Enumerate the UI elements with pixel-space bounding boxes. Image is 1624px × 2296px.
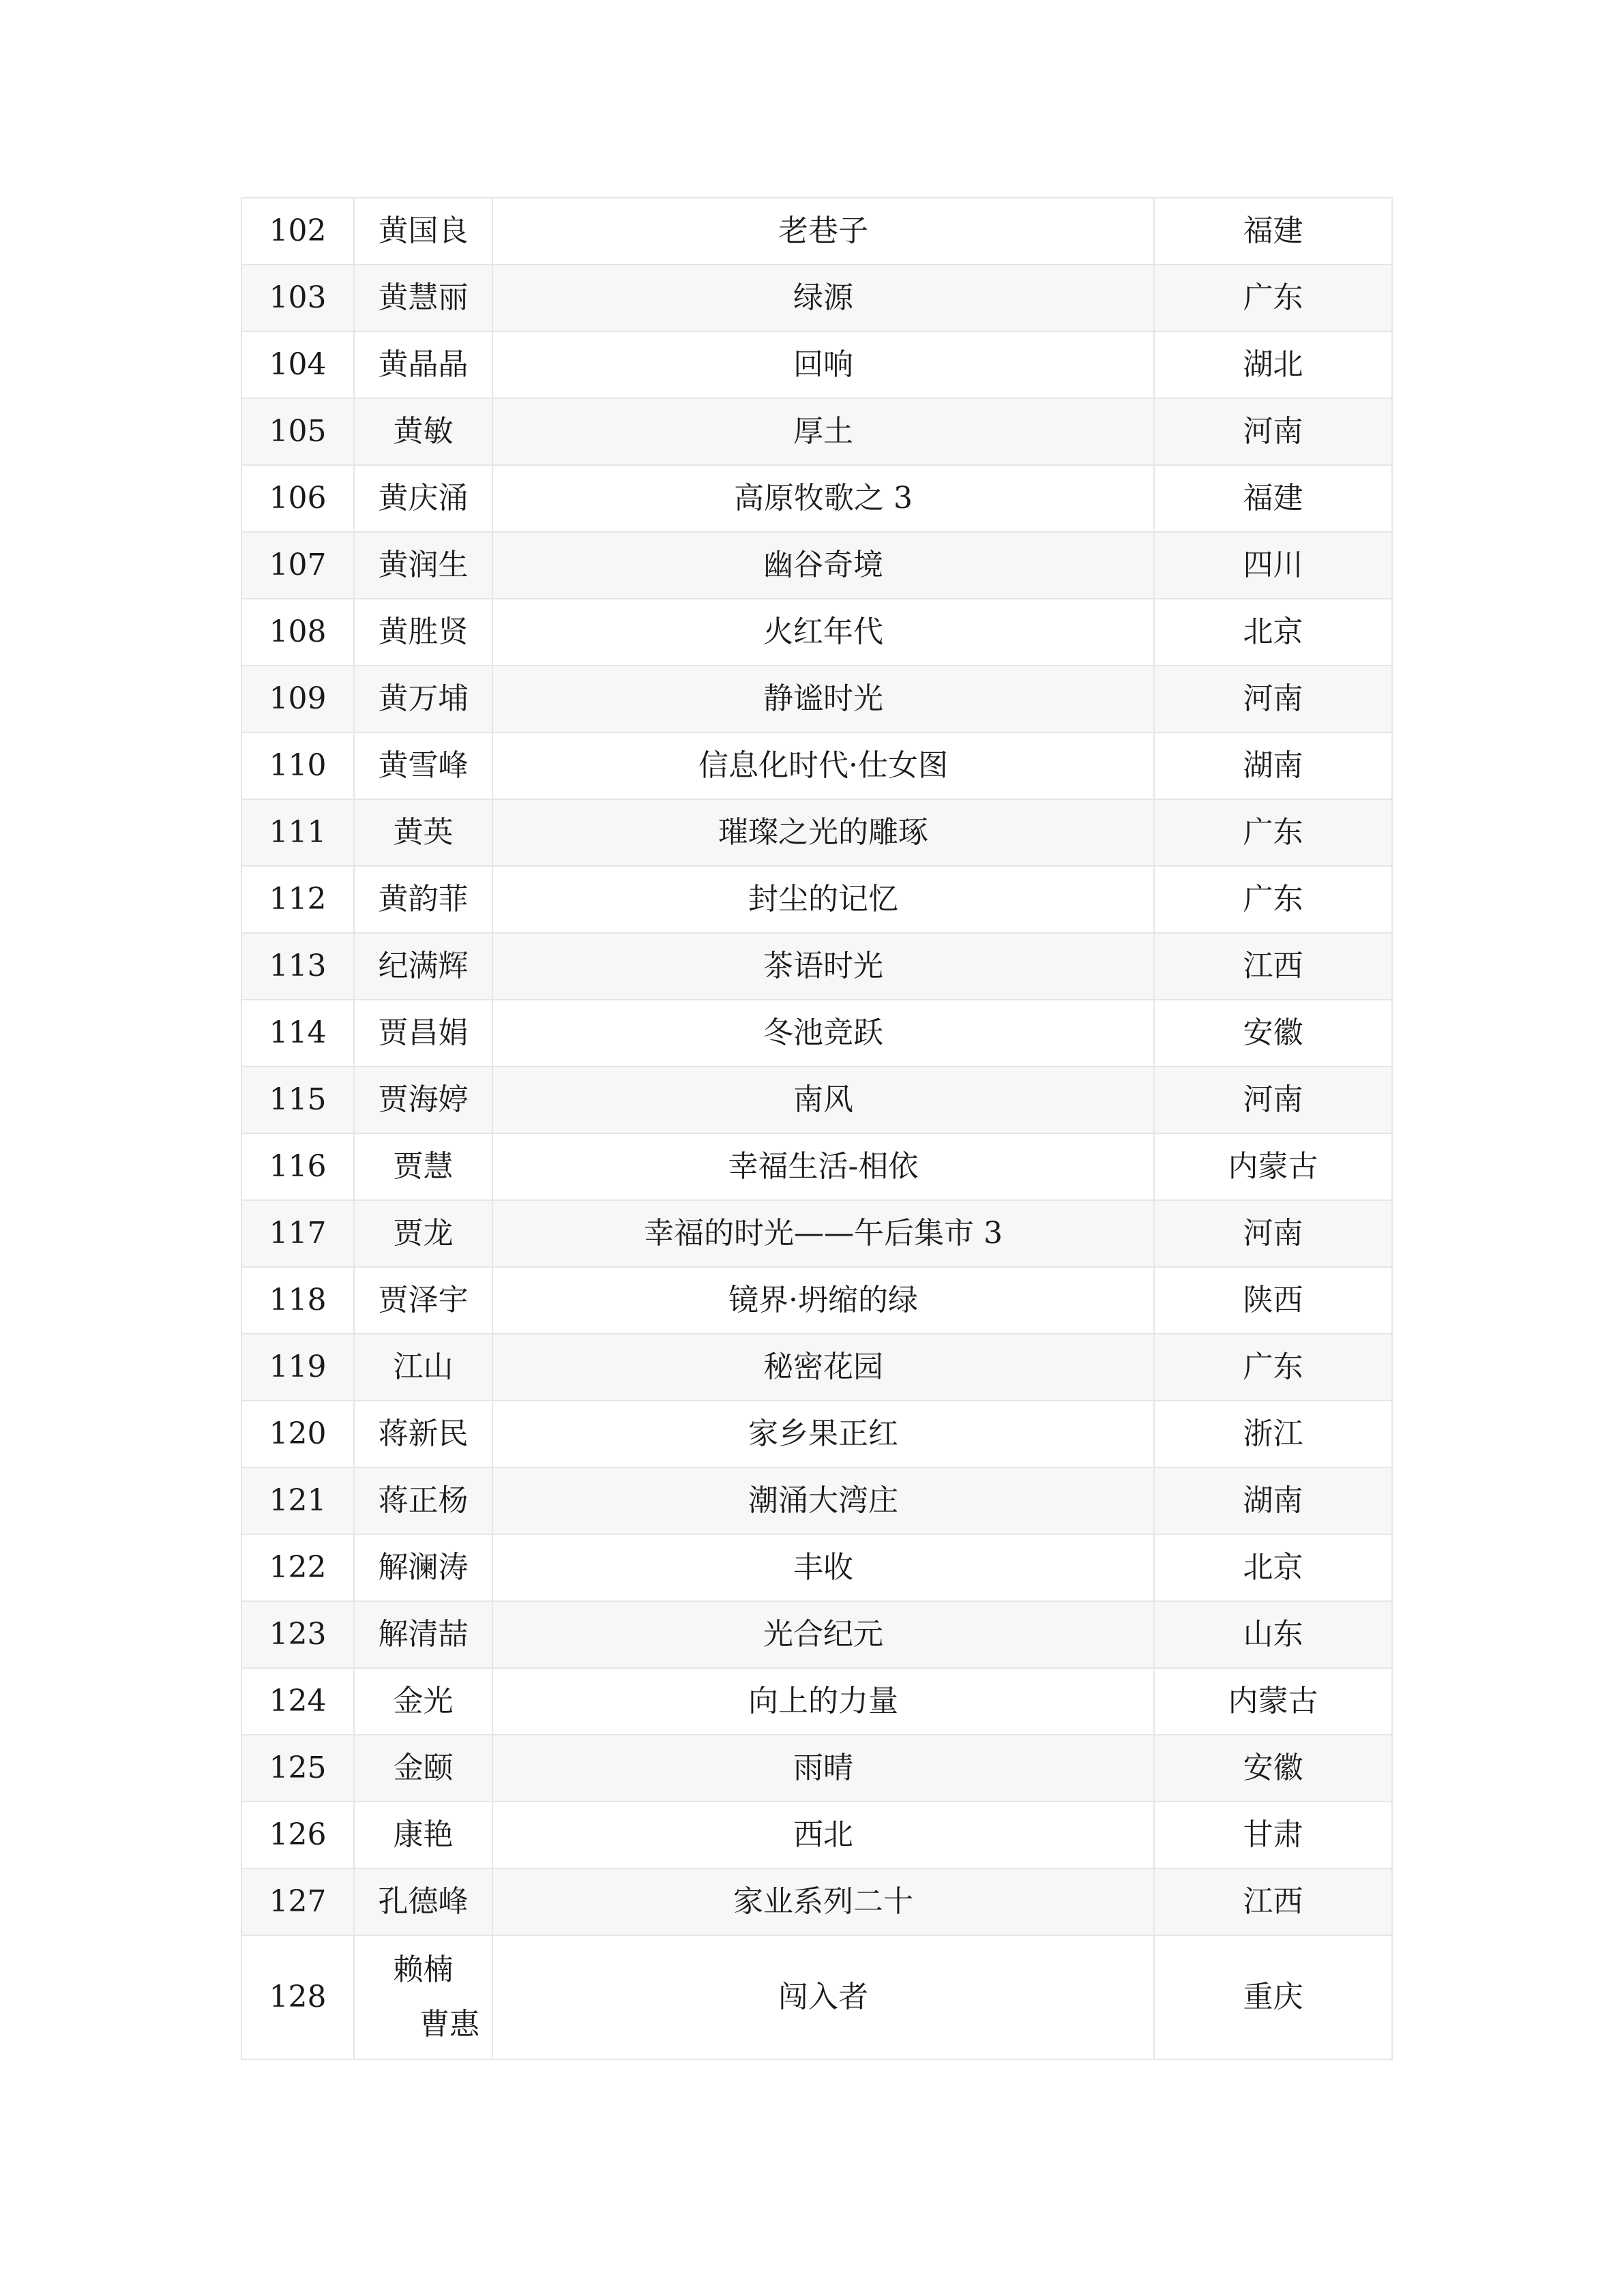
entry-artwork-title: 家业系列二十 [492,1868,1154,1935]
table-row [241,398,1392,465]
entry-artwork-title: 光合纪元 [492,1601,1154,1668]
table-row [241,866,1392,933]
entry-artwork-title: 璀璨之光的雕琢 [492,799,1154,866]
entry-artwork-title: 绿源 [492,265,1154,331]
entry-region: 广东 [1154,265,1392,331]
entry-artist-name: 黄慧丽 [354,265,492,331]
entry-region: 山东 [1154,1601,1392,1668]
entry-artwork-title: 老巷子 [492,198,1154,265]
entry-number: 118 [241,1267,354,1334]
entry-region: 江西 [1154,1868,1392,1935]
table-row [241,1668,1392,1735]
entry-artist-name: 贾泽宇 [354,1267,492,1334]
entry-region: 湖南 [1154,732,1392,799]
entry-artwork-title: 丰收 [492,1534,1154,1601]
entry-artist-name-2: 曹惠 [419,2007,479,2042]
table-row [241,933,1392,1000]
entry-region: 内蒙古 [1154,1668,1392,1735]
entry-artist-name: 黄敏 [354,398,492,465]
entry-region: 北京 [1154,1534,1392,1601]
entry-artist-name: 黄韵菲 [354,866,492,933]
entry-artwork-title: 静谧时光 [492,666,1154,732]
entry-artist-name: 孔德峰 [354,1868,492,1935]
table-row [241,1133,1392,1200]
entry-artist-name: 蒋新民 [354,1401,492,1467]
entry-number: 125 [241,1735,354,1802]
table-row [241,1868,1392,1935]
entry-artist-name: 江山 [354,1334,492,1401]
entry-region: 河南 [1154,398,1392,465]
entry-region: 甘肃 [1154,1802,1392,1868]
table-row [241,799,1392,866]
entry-artwork-title: 幽谷奇境 [492,532,1154,599]
entry-region: 安徽 [1154,1000,1392,1067]
entry-artist-name: 黄英 [354,799,492,866]
table-row [241,666,1392,732]
entry-artist-name: 贾昌娟 [354,1000,492,1067]
entry-artwork-title: 厚土 [492,398,1154,465]
entry-number: 119 [241,1334,354,1401]
entry-artist-name: 贾海婷 [354,1067,492,1133]
entry-artwork-title: 西北 [492,1802,1154,1868]
entry-number: 103 [241,265,354,331]
entry-artwork-title: 向上的力量 [492,1668,1154,1735]
entry-number: 128 [241,1935,354,2059]
entry-region: 浙江 [1154,1401,1392,1467]
table-row [241,732,1392,799]
table-row [241,198,1392,265]
table-row [241,1735,1392,1802]
entry-region: 北京 [1154,599,1392,666]
entry-number: 111 [241,799,354,866]
table-row [241,599,1392,666]
table-row [241,1467,1392,1534]
entry-number: 115 [241,1067,354,1133]
entry-artist-name: 解澜涛 [354,1534,492,1601]
entry-artwork-title: 回响 [492,331,1154,398]
table-row [241,532,1392,599]
entries-table-body [241,198,1392,2059]
table-row [241,1200,1392,1267]
entry-number: 107 [241,532,354,599]
entry-number: 113 [241,933,354,1000]
entry-region: 广东 [1154,1334,1392,1401]
entry-artist-name-1: 赖楠 [393,1952,454,1987]
entry-artwork-title: 幸福的时光——午后集市 3 [492,1200,1154,1267]
entry-artist-name: 黄万埔 [354,666,492,732]
entry-region: 湖南 [1154,1467,1392,1534]
table-row [241,1334,1392,1401]
table-row [241,1802,1392,1868]
entry-number: 126 [241,1802,354,1868]
table-row [241,265,1392,331]
entry-artist-name: 金光 [354,1668,492,1735]
entry-region: 福建 [1154,198,1392,265]
entry-artist-name: 贾龙 [354,1200,492,1267]
entry-artwork-title: 幸福生活-相依 [492,1133,1154,1200]
entry-number: 102 [241,198,354,265]
entry-artist-name: 康艳 [354,1802,492,1868]
entry-region: 广东 [1154,799,1392,866]
entry-artwork-title: 镜界·坍缩的绿 [492,1267,1154,1334]
entry-number: 120 [241,1401,354,1467]
entry-region: 福建 [1154,465,1392,532]
entry-artist-name: 黄胜贤 [354,599,492,666]
entry-artwork-title: 封尘的记忆 [492,866,1154,933]
entry-region: 内蒙古 [1154,1133,1392,1200]
entry-region: 安徽 [1154,1735,1392,1802]
entry-artwork-title: 秘密花园 [492,1334,1154,1401]
entry-number: 106 [241,465,354,532]
table-row [241,1267,1392,1334]
entry-artwork-title: 南风 [492,1067,1154,1133]
entry-number: 127 [241,1868,354,1935]
table-row [241,1534,1392,1601]
entry-artwork-title: 雨晴 [492,1735,1154,1802]
table-row [241,1935,1392,2059]
entry-artwork-title: 信息化时代·仕女图 [492,732,1154,799]
table-row [241,331,1392,398]
entry-number: 104 [241,331,354,398]
entry-artist-name: 黄雪峰 [354,732,492,799]
table-row [241,465,1392,532]
table-row [241,1601,1392,1668]
entry-artist-name: 黄晶晶 [354,331,492,398]
entry-region: 河南 [1154,1067,1392,1133]
entry-number: 105 [241,398,354,465]
entry-artist-name: 黄庆涌 [354,465,492,532]
table-row [241,1067,1392,1133]
entry-artist-names [354,1935,492,2059]
entry-number: 121 [241,1467,354,1534]
entries-table [241,197,1393,2060]
entry-artwork-title: 茶语时光 [492,933,1154,1000]
table-row [241,1401,1392,1467]
entry-artist-name: 纪满辉 [354,933,492,1000]
entry-artist-name: 黄国良 [354,198,492,265]
entry-artwork-title: 家乡果正红 [492,1401,1154,1467]
entry-number: 116 [241,1133,354,1200]
entry-number: 114 [241,1000,354,1067]
entry-number: 123 [241,1601,354,1668]
entry-artist-name: 蒋正杨 [354,1467,492,1534]
entry-region: 河南 [1154,666,1392,732]
entry-artwork-title: 潮涌大湾庄 [492,1467,1154,1534]
entry-number: 109 [241,666,354,732]
entry-region: 重庆 [1154,1935,1392,2059]
entry-region: 陕西 [1154,1267,1392,1334]
entry-artwork-title: 火红年代 [492,599,1154,666]
entry-artist-name: 黄润生 [354,532,492,599]
entry-region: 河南 [1154,1200,1392,1267]
entry-number: 112 [241,866,354,933]
entry-region: 广东 [1154,866,1392,933]
entry-artwork-title: 冬池竞跃 [492,1000,1154,1067]
entry-region: 四川 [1154,532,1392,599]
entry-number: 122 [241,1534,354,1601]
entry-artwork-title: 闯入者 [492,1935,1154,2059]
entry-artist-name: 金颐 [354,1735,492,1802]
entry-number: 124 [241,1668,354,1735]
entry-artist-name: 解清喆 [354,1601,492,1668]
entry-number: 110 [241,732,354,799]
entry-number: 117 [241,1200,354,1267]
entry-region: 湖北 [1154,331,1392,398]
entry-artwork-title: 高原牧歌之 3 [492,465,1154,532]
entry-region: 江西 [1154,933,1392,1000]
entry-number: 108 [241,599,354,666]
entry-artist-name: 贾慧 [354,1133,492,1200]
table-row [241,1000,1392,1067]
